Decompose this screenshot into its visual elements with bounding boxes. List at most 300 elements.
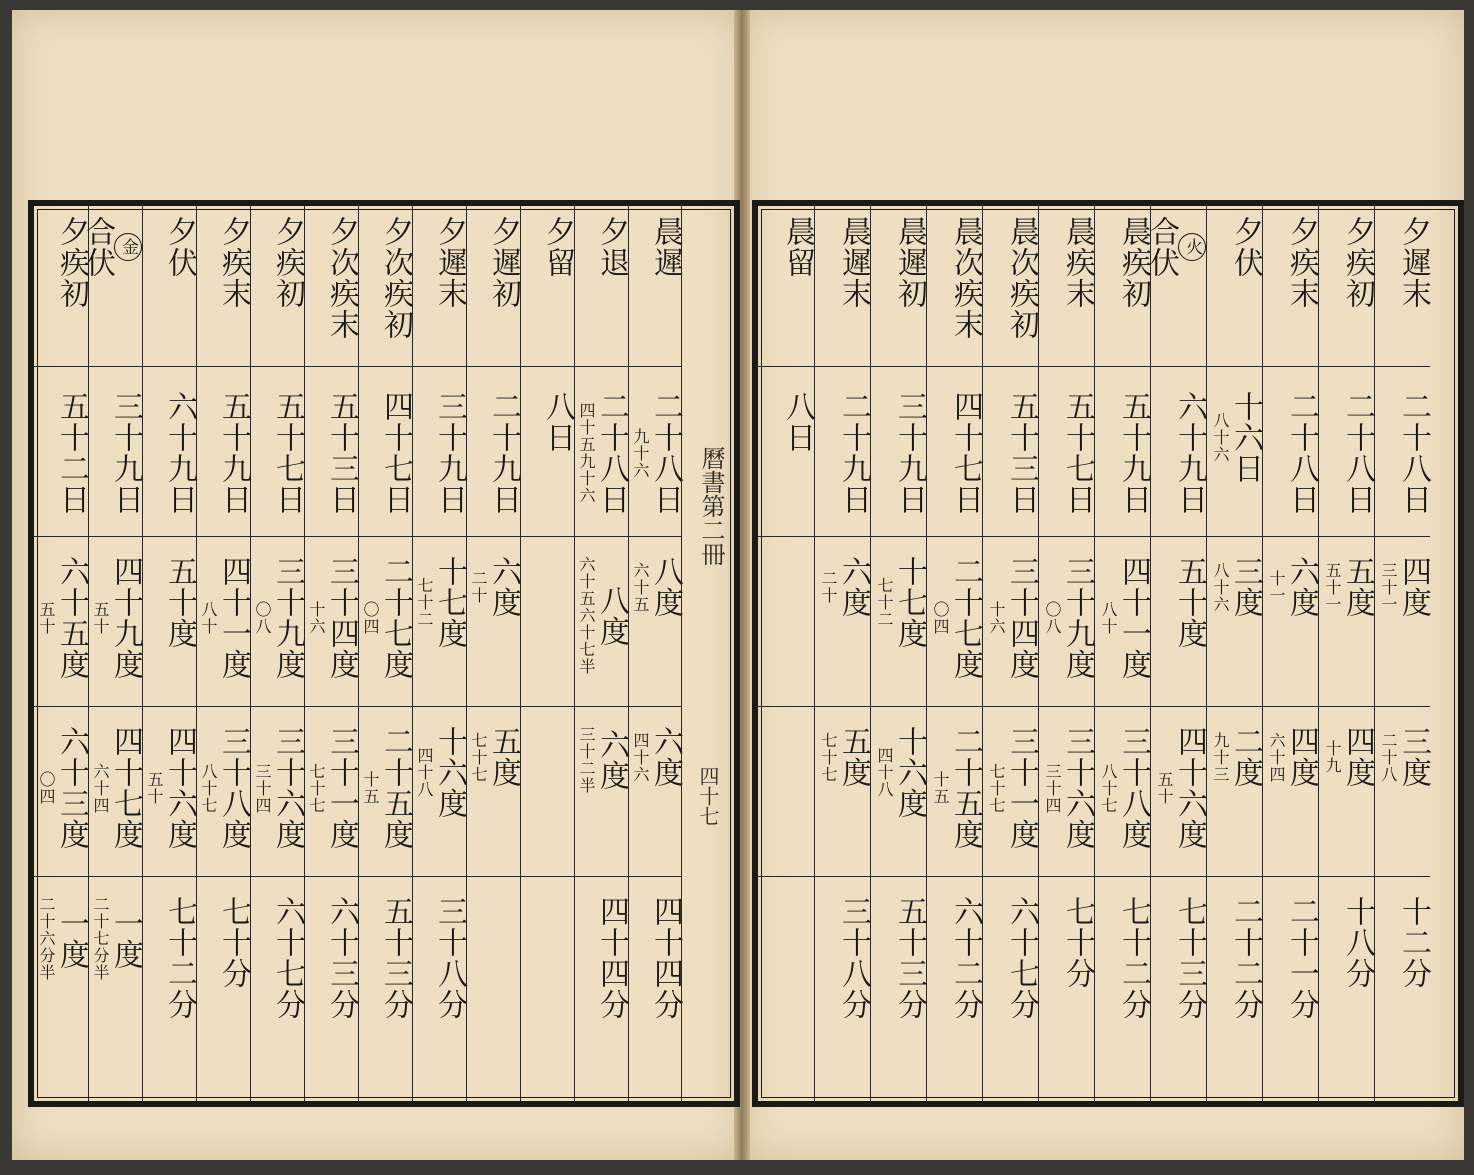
degree-value: 四十一度 xyxy=(215,556,251,680)
days-value: 五十七日 xyxy=(269,391,305,515)
row-divider xyxy=(467,706,520,707)
right_page-column xyxy=(814,206,870,1101)
row-divider xyxy=(871,536,926,537)
phase-name-text: 夕疾末 xyxy=(1284,216,1319,309)
row-divider xyxy=(1151,366,1206,367)
rate-value-cell xyxy=(983,896,1038,1020)
row-divider xyxy=(197,706,250,707)
phase-name xyxy=(983,216,1038,340)
phase-name xyxy=(758,216,814,278)
degree-value-2-fraction-note: 六十四 xyxy=(1267,731,1286,783)
days-value: 二十八日 xyxy=(593,391,629,515)
rate-value-cell xyxy=(1375,896,1430,989)
days-value-cell xyxy=(1319,391,1374,515)
days-value-cell xyxy=(1207,391,1262,484)
phase-name-text: 夕次疾初 xyxy=(377,216,413,340)
row-divider xyxy=(521,876,574,877)
degree-value-fraction-note: 五十 xyxy=(36,601,56,635)
degree-value-2-fraction-note: 四十六 xyxy=(630,731,650,783)
rate-value-cell xyxy=(1263,896,1318,1020)
left_page-column xyxy=(196,206,250,1101)
degree-value-cell xyxy=(1095,556,1150,680)
degree-value-2-fraction-note: 〇四 xyxy=(36,771,56,805)
row-divider xyxy=(359,366,412,367)
row-divider xyxy=(815,876,870,877)
degree-value-2: 四十六度 xyxy=(161,726,197,850)
degree-value-cell xyxy=(143,556,196,649)
row-divider xyxy=(89,366,142,367)
phase-name-text: 晨疾末 xyxy=(1060,216,1095,309)
rate-value: 一度 xyxy=(107,907,143,970)
row-divider xyxy=(359,536,412,537)
degree-value: 八度 xyxy=(593,584,629,647)
degree-value-fraction-note: 二十 xyxy=(819,570,838,604)
days-value-cell xyxy=(815,391,870,515)
right_page-column xyxy=(1038,206,1094,1101)
days-value-cell xyxy=(143,391,196,515)
row-divider xyxy=(305,706,358,707)
row-divider xyxy=(629,536,682,537)
row-divider xyxy=(251,536,304,537)
days-value-cell xyxy=(467,391,520,515)
degree-value-2: 三十一度 xyxy=(1004,726,1039,850)
days-value: 四十七日 xyxy=(948,391,983,515)
degree-value-2-cell xyxy=(467,726,520,788)
degree-value-cell xyxy=(1039,556,1094,680)
row-divider xyxy=(413,876,466,877)
days-value-cell xyxy=(1039,391,1094,515)
degree-value-2: 四度 xyxy=(1284,726,1319,788)
degree-value-2: 十六度 xyxy=(431,726,467,819)
degree-value: 八度 xyxy=(647,556,683,618)
left_page-column xyxy=(142,206,196,1101)
degree-value-fraction-note: 八十六 xyxy=(1211,561,1230,613)
days-value-fraction-note: 九十六 xyxy=(630,427,650,479)
rate-value-cell xyxy=(575,896,628,1020)
row-divider xyxy=(467,366,520,367)
days-value-cell xyxy=(871,391,926,515)
days-value-cell xyxy=(927,391,982,515)
right-table-frame xyxy=(752,200,1464,1107)
row-divider xyxy=(359,706,412,707)
row-divider xyxy=(143,706,196,707)
row-divider xyxy=(927,536,982,537)
degree-value-2-cell xyxy=(983,726,1038,850)
phase-name-text: 晨遲初 xyxy=(892,216,927,309)
phase-name-text: 夕伏 xyxy=(1228,216,1263,278)
row-divider xyxy=(1263,706,1318,707)
degree-value-2-cell xyxy=(1207,726,1262,788)
days-value: 六十九日 xyxy=(1172,391,1207,515)
degree-value-fraction-note: 〇八 xyxy=(1043,601,1062,635)
rate-value: 二十二分 xyxy=(1228,896,1263,1020)
right_page-column xyxy=(1206,206,1262,1101)
row-divider xyxy=(1375,876,1430,877)
degree-value: 三十四度 xyxy=(323,556,359,680)
degree-value-2-fraction-note: 五十 xyxy=(1155,771,1174,805)
degree-value-2-fraction-note: 七十七 xyxy=(819,731,838,783)
row-divider xyxy=(815,366,870,367)
days-value-cell xyxy=(1263,391,1318,515)
degree-value-fraction-note: 十一 xyxy=(1267,570,1286,604)
phase-name xyxy=(871,216,926,309)
page-number-left: 四十七 xyxy=(696,766,720,826)
rate-value-cell xyxy=(927,896,982,1020)
days-value-cell xyxy=(983,391,1038,515)
degree-value-2-fraction-note: 十五 xyxy=(360,771,380,805)
degree-value-2-cell xyxy=(871,726,926,819)
degree-value: 五度 xyxy=(1340,556,1375,618)
rate-value-cell xyxy=(359,896,412,1020)
rate-value-cell xyxy=(251,896,304,1020)
phase-name xyxy=(143,216,196,278)
phase-name-text: 夕疾初 xyxy=(1340,216,1375,309)
degree-value-2: 三十六度 xyxy=(1060,726,1095,850)
right_page-column xyxy=(1144,206,1207,1101)
rate-value: 五十三分 xyxy=(892,896,927,1020)
rate-value-cell xyxy=(305,896,358,1020)
degree-value-cell xyxy=(629,556,682,618)
rate-value-cell xyxy=(1151,896,1206,1020)
phase-name xyxy=(1319,216,1374,309)
row-divider xyxy=(197,366,250,367)
degree-value: 十七度 xyxy=(892,556,927,649)
degree-value-2-cell xyxy=(629,726,682,788)
phase-name-text: 夕次疾末 xyxy=(323,216,359,340)
degree-value-2: 三十一度 xyxy=(323,726,359,850)
degree-value-2-cell xyxy=(34,726,88,850)
days-value-cell xyxy=(359,391,412,515)
degree-value: 六度 xyxy=(836,556,871,618)
row-divider xyxy=(34,706,88,707)
degree-value-2-cell xyxy=(1151,726,1206,850)
phase-name-text: 晨疾初 xyxy=(1116,216,1151,309)
row-divider xyxy=(1319,876,1374,877)
phase-name xyxy=(575,216,628,278)
degree-value-2-cell xyxy=(1095,726,1150,850)
rate-value: 七十分 xyxy=(1060,896,1095,989)
degree-value-2: 三度 xyxy=(1396,726,1431,788)
rate-value: 十二分 xyxy=(1396,896,1431,989)
phase-name-text: 夕疾初 xyxy=(53,216,89,309)
degree-value-2-fraction-note: 十九 xyxy=(1323,740,1342,774)
row-divider xyxy=(197,876,250,877)
days-value-cell xyxy=(251,391,304,515)
days-value: 二十八日 xyxy=(1396,391,1431,515)
row-divider xyxy=(983,366,1038,367)
degree-value-2-cell xyxy=(89,726,142,850)
phase-name xyxy=(927,216,982,340)
days-value: 五十三日 xyxy=(1004,391,1039,515)
phase-name-text: 合伏 xyxy=(1144,216,1179,278)
row-divider xyxy=(629,876,682,877)
degree-value-fraction-note: 二十 xyxy=(468,570,488,604)
row-divider xyxy=(815,536,870,537)
right_page-column xyxy=(1262,206,1318,1101)
degree-value: 二十七度 xyxy=(948,556,983,680)
degree-value-cell xyxy=(1263,556,1318,618)
row-divider xyxy=(251,366,304,367)
row-divider xyxy=(1095,876,1150,877)
days-value-cell xyxy=(34,391,88,515)
degree-value-2-cell xyxy=(575,726,628,794)
degree-value-2: 十六度 xyxy=(892,726,927,819)
row-divider xyxy=(575,876,628,877)
planet-circle-mark: 金 xyxy=(114,233,142,261)
degree-value-cell xyxy=(251,556,304,680)
right_page-column xyxy=(926,206,982,1101)
degree-value-2: 四十六度 xyxy=(1172,726,1207,850)
row-divider xyxy=(1319,706,1374,707)
row-divider xyxy=(143,366,196,367)
days-value-cell xyxy=(1095,391,1150,515)
row-divider xyxy=(1207,536,1262,537)
row-divider xyxy=(871,366,926,367)
degree-value: 三十九度 xyxy=(269,556,305,680)
phase-name-text: 晨次疾初 xyxy=(1004,216,1039,340)
days-value: 八日 xyxy=(539,391,575,453)
degree-value-fraction-note: 八十 xyxy=(1099,601,1118,635)
degree-value-fraction-note: 五十一 xyxy=(1323,561,1342,613)
rate-value: 七十三分 xyxy=(1172,896,1207,1020)
rate-value: 六十七分 xyxy=(1004,896,1039,1020)
row-divider xyxy=(1207,706,1262,707)
left-table-frame xyxy=(28,200,740,1107)
degree-value: 四十一度 xyxy=(1116,556,1151,680)
row-divider xyxy=(1207,366,1262,367)
degree-value-2-cell xyxy=(1039,726,1094,850)
degree-value-2-fraction-note: 二十八 xyxy=(1379,731,1398,783)
days-value-fraction-note: 八十六 xyxy=(1211,412,1230,463)
left_page-column xyxy=(304,206,358,1101)
days-value: 二十八日 xyxy=(1284,391,1319,515)
rate-value: 十八分 xyxy=(1340,896,1375,989)
planet-circle-mark: 火 xyxy=(1178,233,1206,261)
row-divider xyxy=(197,536,250,537)
row-divider xyxy=(521,536,574,537)
row-divider xyxy=(89,876,142,877)
degree-value-cell xyxy=(467,556,520,618)
degree-value-fraction-note: 六十五六十七半 xyxy=(576,556,596,675)
days-value: 五十九日 xyxy=(215,391,251,515)
rate-value-fraction-note: 二十七分半 xyxy=(90,896,110,981)
days-value: 二十九日 xyxy=(836,391,871,515)
row-divider xyxy=(143,876,196,877)
row-divider xyxy=(1039,536,1094,537)
degree-value-2: 三十八度 xyxy=(1116,726,1151,850)
rate-value: 六十七分 xyxy=(269,896,305,1020)
left_page-column xyxy=(412,206,466,1101)
row-divider xyxy=(305,536,358,537)
phase-name xyxy=(413,216,466,309)
degree-value: 六十五度 xyxy=(53,556,89,680)
row-divider xyxy=(305,876,358,877)
days-value-cell xyxy=(197,391,250,515)
row-divider xyxy=(871,706,926,707)
degree-value-fraction-note: 六十五 xyxy=(630,561,650,613)
rate-value-cell xyxy=(871,896,926,1020)
row-divider xyxy=(1095,366,1150,367)
right_page-column xyxy=(982,206,1038,1101)
degree-value-2: 五度 xyxy=(836,726,871,788)
row-divider xyxy=(251,706,304,707)
row-divider xyxy=(89,536,142,537)
degree-value-2-cell xyxy=(359,726,412,850)
days-value-fraction-note: 四十五九十六 xyxy=(576,402,596,504)
degree-value-fraction-note: 三十一 xyxy=(1379,561,1398,613)
rate-value-cell xyxy=(197,896,250,989)
phase-name xyxy=(629,216,682,278)
days-value-cell xyxy=(305,391,358,515)
rate-value-cell xyxy=(34,896,88,981)
degree-value-fraction-note: 七十二 xyxy=(414,577,434,628)
phase-name-text: 夕退 xyxy=(593,216,629,278)
rate-value-cell xyxy=(143,896,196,1020)
row-divider xyxy=(413,706,466,707)
degree-value-fraction-note: 〇八 xyxy=(252,601,272,635)
phase-name xyxy=(815,216,870,309)
row-divider xyxy=(1319,366,1374,367)
phase-name-text: 夕遲末 xyxy=(1396,216,1431,309)
phase-name xyxy=(1039,216,1094,309)
row-divider xyxy=(575,366,628,367)
row-divider xyxy=(1039,706,1094,707)
degree-value-fraction-note: 十六 xyxy=(306,601,326,635)
row-divider xyxy=(1039,876,1094,877)
degree-value-2-fraction-note: 十五 xyxy=(931,771,950,805)
rate-value-cell xyxy=(89,896,142,981)
row-divider xyxy=(34,876,88,877)
degree-value-2-cell xyxy=(815,726,870,788)
degree-value-2: 五度 xyxy=(485,726,521,788)
row-divider xyxy=(89,706,142,707)
degree-value-fraction-note: 十六 xyxy=(987,601,1006,635)
degree-value-2: 三十八度 xyxy=(215,726,251,850)
row-divider xyxy=(251,876,304,877)
degree-value-2-fraction-note: 九十三 xyxy=(1211,731,1230,783)
degree-value-2-cell xyxy=(1319,726,1374,788)
phase-name-text: 晨遲 xyxy=(647,216,683,278)
row-divider xyxy=(1151,706,1206,707)
right_page-column xyxy=(1318,206,1374,1101)
degree-value-2-cell xyxy=(927,726,982,850)
row-divider xyxy=(1375,366,1430,367)
phase-name xyxy=(251,216,304,309)
row-divider xyxy=(143,536,196,537)
row-divider xyxy=(758,876,814,877)
left-table-columns xyxy=(34,206,682,1101)
phase-name xyxy=(1207,216,1262,278)
degree-value-2-fraction-note: 三十二半 xyxy=(576,726,596,794)
degree-value-cell xyxy=(1207,556,1262,618)
row-divider xyxy=(575,536,628,537)
phase-name-text: 夕伏 xyxy=(161,216,197,278)
row-divider xyxy=(758,706,814,707)
row-divider xyxy=(1263,536,1318,537)
degree-value-2-fraction-note: 七十七 xyxy=(468,731,488,783)
left_page-column xyxy=(466,206,520,1101)
rate-value: 三十八分 xyxy=(431,896,467,1020)
row-divider xyxy=(1375,706,1430,707)
days-value: 三十九日 xyxy=(892,391,927,515)
row-divider xyxy=(575,706,628,707)
phase-name-text: 晨留 xyxy=(780,216,815,278)
degree-value-fraction-note: 五十 xyxy=(90,601,110,635)
degree-value: 六度 xyxy=(485,556,521,618)
degree-value-fraction-note: 八十 xyxy=(198,601,218,635)
phase-name xyxy=(79,216,142,278)
days-value: 五十九日 xyxy=(1116,391,1151,515)
degree-value-2-fraction-note: 八十七 xyxy=(1099,762,1118,814)
row-divider xyxy=(758,536,814,537)
rate-value: 四十四分 xyxy=(593,896,629,1020)
degree-value: 六度 xyxy=(1284,556,1319,618)
row-divider xyxy=(629,706,682,707)
phase-name xyxy=(1375,216,1430,309)
row-divider xyxy=(983,706,1038,707)
degree-value-2-fraction-note: 三十四 xyxy=(1043,762,1062,814)
degree-value-2-fraction-note: 四十八 xyxy=(875,747,894,798)
phase-name xyxy=(359,216,412,340)
degree-value-cell xyxy=(359,556,412,680)
degree-value-2-cell xyxy=(1375,726,1430,788)
rate-value: 七十二分 xyxy=(161,896,197,1020)
phase-name-text: 夕疾初 xyxy=(269,216,305,309)
right_page-column xyxy=(870,206,926,1101)
days-value: 三十九日 xyxy=(431,391,467,515)
phase-name-text: 晨次疾末 xyxy=(948,216,983,340)
phase-name xyxy=(1144,216,1206,278)
days-value-cell xyxy=(575,391,628,515)
row-divider xyxy=(521,706,574,707)
degree-value: 十七度 xyxy=(431,556,467,649)
phase-name-text: 晨遲末 xyxy=(836,216,871,309)
rate-value: 七十分 xyxy=(215,896,251,989)
degree-value-cell xyxy=(34,556,88,680)
days-value: 三十九日 xyxy=(107,391,143,515)
degree-value-2-fraction-note: 七十七 xyxy=(306,762,326,814)
days-value-cell xyxy=(629,391,682,515)
left_page-column xyxy=(520,206,574,1101)
days-value-cell xyxy=(413,391,466,515)
days-value-cell xyxy=(89,391,142,515)
row-divider xyxy=(467,536,520,537)
row-divider xyxy=(927,706,982,707)
rate-value-fraction-note: 二十六分半 xyxy=(36,896,56,981)
rate-value: 二十一分 xyxy=(1284,896,1319,1020)
days-value: 六十九日 xyxy=(161,391,197,515)
degree-value: 五十度 xyxy=(1172,556,1207,649)
row-divider xyxy=(305,366,358,367)
row-divider xyxy=(1375,536,1430,537)
degree-value: 四度 xyxy=(1396,556,1431,618)
degree-value-2-fraction-note: 三十四 xyxy=(252,762,272,814)
degree-value-fraction-note: 〇四 xyxy=(931,601,950,635)
days-value: 四十七日 xyxy=(377,391,413,515)
row-divider xyxy=(927,876,982,877)
days-value: 二十八日 xyxy=(647,391,683,515)
row-divider xyxy=(1207,876,1262,877)
left_page-column xyxy=(250,206,304,1101)
degree-value: 四十九度 xyxy=(107,556,143,680)
rate-value: 三十八分 xyxy=(836,896,871,1020)
row-divider xyxy=(413,536,466,537)
days-value: 二十八日 xyxy=(1340,391,1375,515)
row-divider xyxy=(871,876,926,877)
degree-value-2-fraction-note: 四十八 xyxy=(414,747,434,798)
days-value: 八日 xyxy=(780,391,815,453)
left_page-column xyxy=(574,206,628,1101)
